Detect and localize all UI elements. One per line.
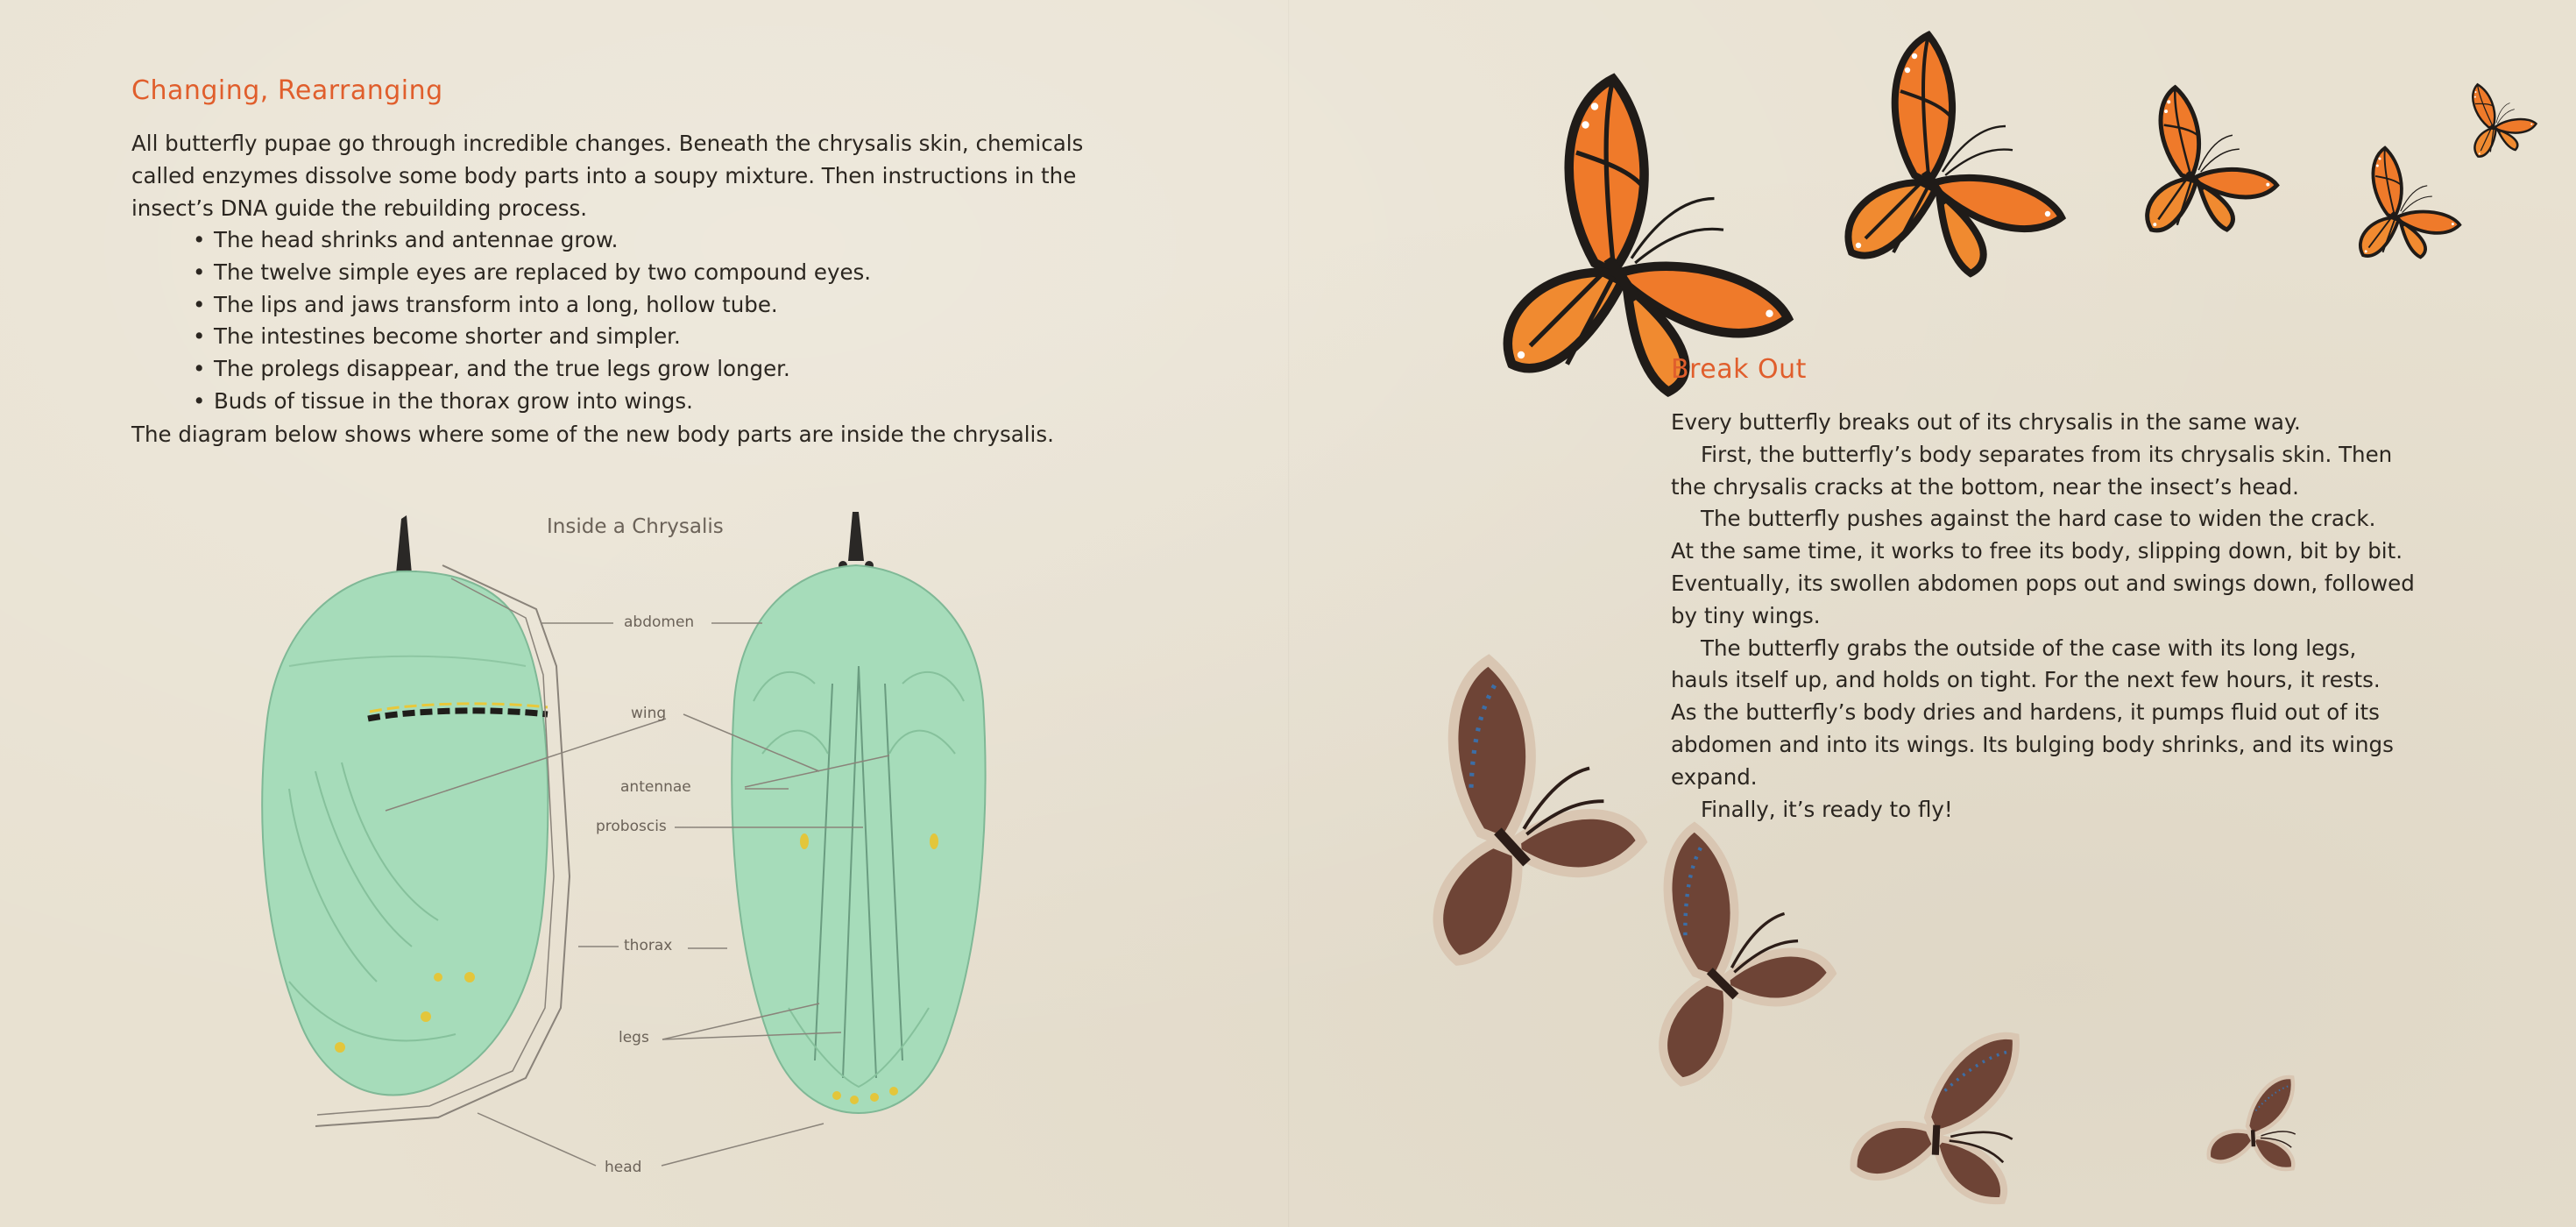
heading-changing-rearranging: Changing, Rearranging [131,75,443,106]
label-abdomen: abdomen [624,614,695,631]
diagram-title: Inside a Chrysalis [547,515,724,538]
label-thorax: thorax [624,937,673,954]
mourning-cloak-butterfly-tiny [2204,1061,2335,1201]
text-line: the chrysalis cracks at the bottom, near the insect’s head. [1671,473,2299,500]
text-line: The butterfly pushes against the hard case to widen the crack. [1701,506,2376,532]
monarch-butterfly-tiny [2454,70,2543,163]
text-line: hauls itself up, and holds on tight. For the next few hours, it rests. [1671,667,2381,693]
text-line: The butterfly grabs the outside of the case with its long legs, [1701,635,2357,661]
intro-line: called enzymes dissolve some body parts into a soupy mixture. Then instructions in the [131,162,1077,188]
closing-paragraph: The diagram below shows where some of the new body parts are inside the chrysalis. [131,422,1054,447]
label-wing: wing [631,705,667,722]
text-line: expand. [1671,763,1758,790]
bullet-item: • The twelve simple eyes are replaced by two compound eyes. [193,257,871,289]
label-proboscis: proboscis [596,818,667,835]
text-line: Eventually, its swollen abdomen pops out and swings down, followed [1671,570,2415,596]
bullet-item: • The lips and jaws transform into a long, hollow tube. [193,289,871,322]
bullet-item: • The intestines become shorter and simpler. [193,321,871,353]
text-line: At the same time, it works to free its body, slipping down, bit by bit. [1671,538,2403,564]
bullet-item: • The head shrinks and antennae grow. [193,224,871,257]
intro-line: All butterfly pupae go through incredible changes. Beneath the chrysalis skin, chemicals [131,131,1084,156]
label-antennae: antennae [620,778,691,796]
text-line: As the butterfly’s body dries and hardens, it pumps fluid out of its [1671,699,2380,726]
mourning-cloak-butterfly-medium [1633,811,1844,1083]
bullet-item: • Buds of tissue in the thorax grow into wings. [193,386,871,418]
text-line: Every butterfly breaks out of its chrysalis in the same way. [1671,409,2301,435]
monarch-butterfly-small [2126,73,2282,243]
monarch-butterfly-medium [1848,35,2062,273]
bullet-item: • The prolegs disappear, and the true legs grow longer. [193,353,871,386]
text-line: abdomen and into its wings. Its bulging body shrinks, and its wings [1671,731,2394,757]
label-legs: legs [619,1029,649,1046]
heading-break-out: Break Out [1671,354,1807,385]
mourning-cloak-butterfly-large [1416,649,1651,962]
mourning-cloak-butterfly-small [1845,1004,2088,1227]
text-line: Finally, it’s ready to fly! [1701,796,1953,822]
monarch-butterfly-large [1508,79,1788,392]
intro-line: insect’s DNA guide the rebuilding process. [131,195,588,221]
break-out-paragraph [1671,407,2415,826]
text-line: First, the butterfly’s body separates from its chrysalis skin. Then [1701,441,2393,467]
text-line: by tiny wings. [1671,602,1821,628]
label-head: head [605,1159,642,1176]
monarch-butterfly-smaller [2347,139,2464,266]
